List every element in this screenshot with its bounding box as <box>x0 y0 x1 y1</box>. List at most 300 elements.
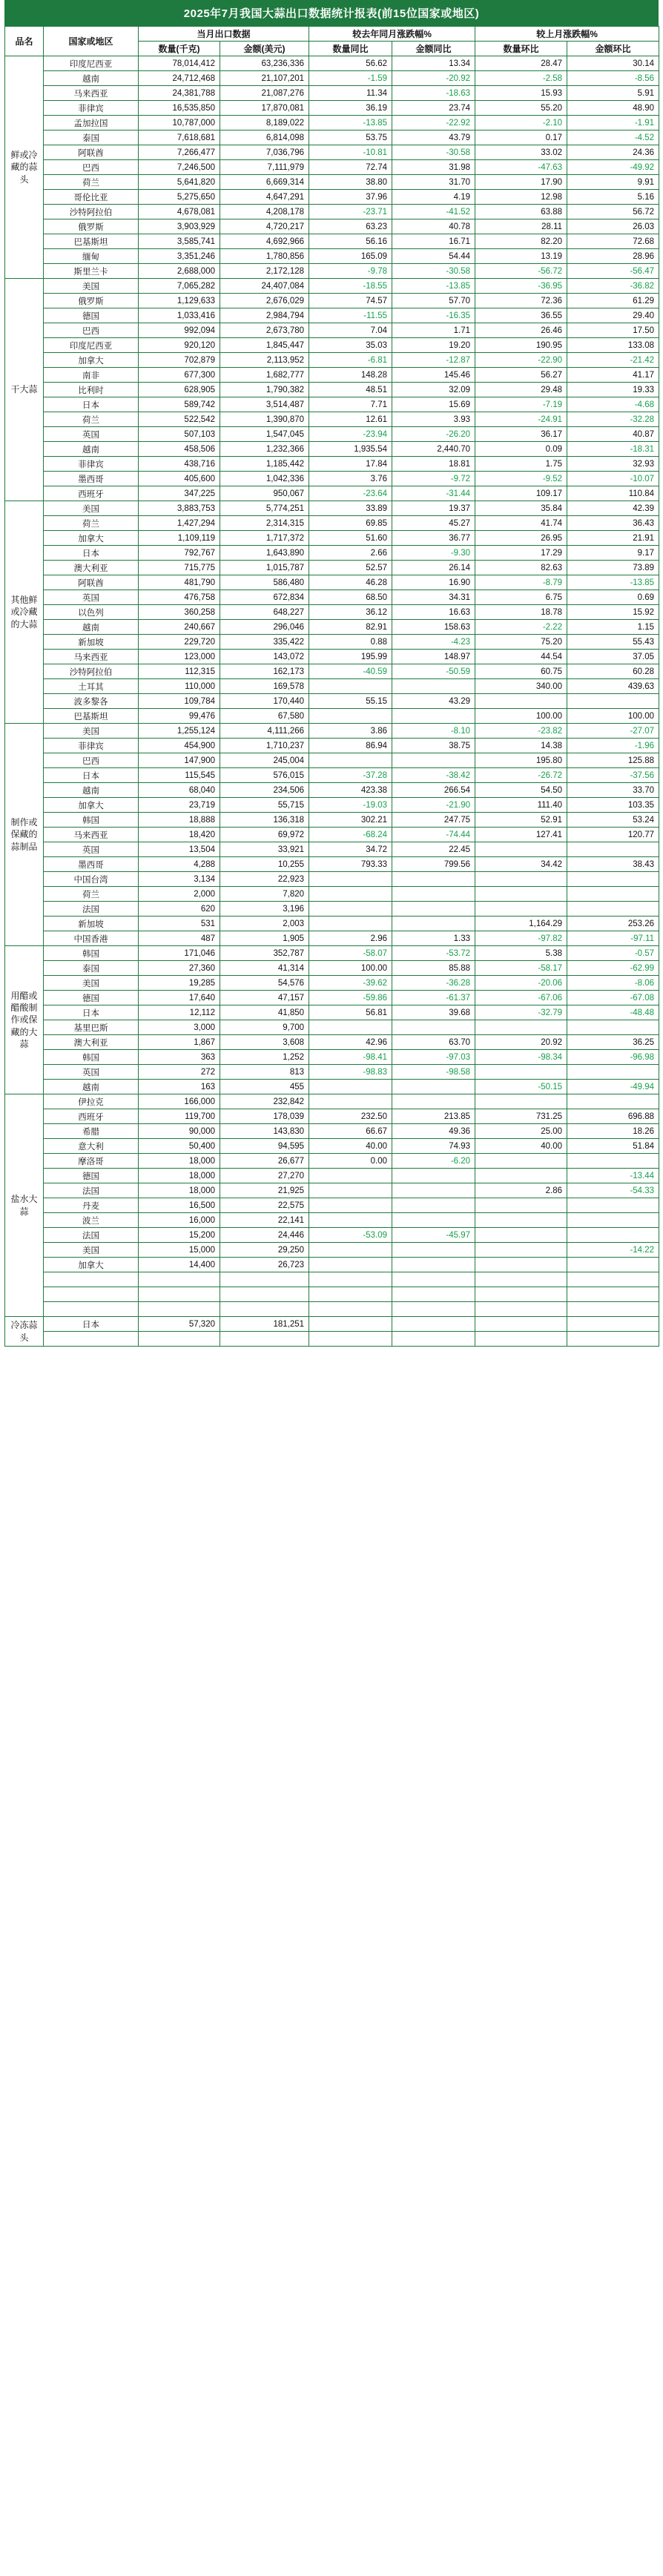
amt-yoy-cell: 26.14 <box>392 561 475 575</box>
qty-yoy-cell: 86.94 <box>309 739 392 753</box>
amount-cell: 5,774,251 <box>220 501 309 516</box>
amt-mom-cell <box>567 902 659 917</box>
amt-mom-cell: 0.69 <box>567 590 659 605</box>
qty-yoy-cell: -23.71 <box>309 205 392 219</box>
table-row <box>5 294 659 308</box>
qty-mom-cell: 0.17 <box>475 131 567 145</box>
qty-mom-cell <box>475 1213 567 1228</box>
country-cell: 中国香港 <box>44 931 139 946</box>
amount-cell: 29,250 <box>220 1243 309 1258</box>
quantity-cell: 166,000 <box>139 1094 220 1109</box>
amount-cell: 1,710,237 <box>220 739 309 753</box>
country-cell: 美国 <box>44 501 139 516</box>
header-group-mom: 较上月涨跌幅% <box>475 27 659 42</box>
qty-mom-cell: 5.38 <box>475 946 567 961</box>
qty-mom-cell: -9.52 <box>475 472 567 486</box>
qty-mom-cell: -20.06 <box>475 976 567 991</box>
quantity-cell: 4,678,081 <box>139 205 220 219</box>
quantity-cell: 481,790 <box>139 575 220 590</box>
amt-yoy-cell <box>392 887 475 902</box>
qty-mom-cell: 75.20 <box>475 635 567 650</box>
amt-mom-cell: 21.91 <box>567 531 659 546</box>
amt-mom-cell: 439.63 <box>567 679 659 694</box>
header-amt-yoy: 金额同比 <box>392 42 475 56</box>
quantity-cell: 16,500 <box>139 1198 220 1213</box>
quantity-cell: 507,103 <box>139 427 220 442</box>
amt-yoy-cell: -74.44 <box>392 828 475 842</box>
amt-yoy-cell: 23.74 <box>392 101 475 116</box>
amount-cell: 576,015 <box>220 768 309 783</box>
amt-mom-cell: 37.05 <box>567 650 659 664</box>
country-cell: 韩国 <box>44 813 139 828</box>
category-cell: 盐水大蒜 <box>5 1094 44 1317</box>
amt-yoy-cell <box>392 1080 475 1094</box>
table-row <box>5 1065 659 1080</box>
table-row-empty <box>5 1302 659 1317</box>
country-cell: 荷兰 <box>44 412 139 427</box>
country-cell: 菲律宾 <box>44 101 139 116</box>
amt-yoy-cell: 2,440.70 <box>392 442 475 457</box>
qty-yoy-cell: 34.72 <box>309 842 392 857</box>
qty-mom-cell: 190.95 <box>475 338 567 353</box>
country-cell: 墨西哥 <box>44 472 139 486</box>
qty-mom-cell: 29.48 <box>475 383 567 397</box>
qty-yoy-cell: 72.74 <box>309 160 392 175</box>
amount-cell: 1,845,447 <box>220 338 309 353</box>
qty-yoy-cell: -37.28 <box>309 768 392 783</box>
amount-cell: 7,111,979 <box>220 160 309 175</box>
amt-yoy-cell: -26.20 <box>392 427 475 442</box>
amount-cell: 17,870,081 <box>220 101 309 116</box>
quantity-cell: 3,903,929 <box>139 219 220 234</box>
amt-yoy-cell: 16.90 <box>392 575 475 590</box>
country-cell: 波多黎各 <box>44 694 139 709</box>
country-cell: 巴基斯坦 <box>44 234 139 249</box>
amt-yoy-cell: 54.44 <box>392 249 475 264</box>
amt-mom-cell: -56.47 <box>567 264 659 279</box>
qty-mom-cell: 25.00 <box>475 1124 567 1139</box>
qty-yoy-cell: -19.03 <box>309 798 392 813</box>
amt-yoy-cell: 43.29 <box>392 694 475 709</box>
quantity-cell: 99,476 <box>139 709 220 724</box>
amount-cell: 335,422 <box>220 635 309 650</box>
qty-mom-cell: 15.93 <box>475 86 567 101</box>
amount-cell: 4,647,291 <box>220 190 309 205</box>
amount-cell: 2,676,029 <box>220 294 309 308</box>
amt-yoy-cell <box>392 1243 475 1258</box>
amt-yoy-cell: -18.63 <box>392 86 475 101</box>
qty-mom-cell: 17.29 <box>475 546 567 561</box>
quantity-cell: 119,700 <box>139 1109 220 1124</box>
country-cell: 荷兰 <box>44 516 139 531</box>
empty-cell <box>475 1272 567 1287</box>
quantity-cell: 171,046 <box>139 946 220 961</box>
empty-cell <box>475 1287 567 1302</box>
table-row <box>5 620 659 635</box>
qty-yoy-cell <box>309 1080 392 1094</box>
table-row <box>5 1169 659 1183</box>
qty-yoy-cell: 793.33 <box>309 857 392 872</box>
amount-cell: 10,255 <box>220 857 309 872</box>
qty-mom-cell: 44.54 <box>475 650 567 664</box>
country-cell: 加拿大 <box>44 798 139 813</box>
amt-mom-cell: -13.85 <box>567 575 659 590</box>
country-cell: 法国 <box>44 902 139 917</box>
amt-yoy-cell: -36.28 <box>392 976 475 991</box>
qty-mom-cell: 127.41 <box>475 828 567 842</box>
amount-cell: 7,036,796 <box>220 145 309 160</box>
amt-yoy-cell: 1.71 <box>392 323 475 338</box>
table-row <box>5 872 659 887</box>
amount-cell: 54,576 <box>220 976 309 991</box>
qty-yoy-cell: 56.62 <box>309 56 392 71</box>
quantity-cell: 4,288 <box>139 857 220 872</box>
amt-yoy-cell: 40.78 <box>392 219 475 234</box>
amt-yoy-cell: 19.37 <box>392 501 475 516</box>
table-row <box>5 1243 659 1258</box>
table-row <box>5 1050 659 1065</box>
header-amount: 金额(美元) <box>220 42 309 56</box>
quantity-cell: 16,535,850 <box>139 101 220 116</box>
table-row <box>5 486 659 501</box>
amt-yoy-cell: -30.58 <box>392 145 475 160</box>
empty-cell <box>309 1332 392 1347</box>
qty-mom-cell: -7.19 <box>475 397 567 412</box>
country-cell: 西班牙 <box>44 486 139 501</box>
qty-yoy-cell <box>309 1094 392 1109</box>
amt-mom-cell: -97.11 <box>567 931 659 946</box>
amt-yoy-cell <box>392 872 475 887</box>
quantity-cell: 7,266,477 <box>139 145 220 160</box>
amt-yoy-cell <box>392 709 475 724</box>
qty-mom-cell: 54.50 <box>475 783 567 798</box>
qty-mom-cell: 35.84 <box>475 501 567 516</box>
country-cell: 印度尼西亚 <box>44 56 139 71</box>
qty-mom-cell: -47.63 <box>475 160 567 175</box>
amt-mom-cell: 53.24 <box>567 813 659 828</box>
table-row <box>5 427 659 442</box>
qty-mom-cell: 1,164.29 <box>475 917 567 931</box>
quantity-cell: 18,000 <box>139 1183 220 1198</box>
quantity-cell: 123,000 <box>139 650 220 664</box>
amt-yoy-cell: 145.46 <box>392 368 475 383</box>
table-row <box>5 457 659 472</box>
empty-cell <box>567 1272 659 1287</box>
amount-cell: 1,252 <box>220 1050 309 1065</box>
amt-mom-cell: 36.43 <box>567 516 659 531</box>
table-header-row-1 <box>5 27 659 42</box>
qty-yoy-cell <box>309 1020 392 1035</box>
qty-yoy-cell: 302.21 <box>309 813 392 828</box>
qty-mom-cell <box>475 872 567 887</box>
qty-yoy-cell: 423.38 <box>309 783 392 798</box>
amount-cell: 245,004 <box>220 753 309 768</box>
empty-cell <box>392 1287 475 1302</box>
amount-cell: 136,318 <box>220 813 309 828</box>
amt-mom-cell <box>567 1154 659 1169</box>
amount-cell: 4,208,178 <box>220 205 309 219</box>
amt-yoy-cell: 18.81 <box>392 457 475 472</box>
quantity-cell: 3,883,753 <box>139 501 220 516</box>
header-amt-mom: 金额环比 <box>567 42 659 56</box>
country-cell: 法国 <box>44 1228 139 1243</box>
qty-yoy-cell: 56.16 <box>309 234 392 249</box>
qty-yoy-cell: 12.61 <box>309 412 392 427</box>
table-row <box>5 1094 659 1109</box>
country-cell: 伊拉克 <box>44 1094 139 1109</box>
amt-mom-cell: -1.91 <box>567 116 659 131</box>
qty-mom-cell <box>475 1228 567 1243</box>
amt-mom-cell: 41.17 <box>567 368 659 383</box>
country-cell: 荷兰 <box>44 175 139 190</box>
qty-mom-cell: 82.63 <box>475 561 567 575</box>
amount-cell: 2,673,780 <box>220 323 309 338</box>
amt-yoy-cell: 4.19 <box>392 190 475 205</box>
qty-mom-cell: 1.75 <box>475 457 567 472</box>
amt-yoy-cell: -98.58 <box>392 1065 475 1080</box>
amt-mom-cell: 253.26 <box>567 917 659 931</box>
country-cell: 美国 <box>44 724 139 739</box>
amount-cell: 4,692,966 <box>220 234 309 249</box>
qty-mom-cell: -22.90 <box>475 353 567 368</box>
qty-yoy-cell: -39.62 <box>309 976 392 991</box>
empty-cell <box>567 1332 659 1347</box>
amt-mom-cell: 100.00 <box>567 709 659 724</box>
header-category: 品名 <box>5 27 44 56</box>
quantity-cell: 920,120 <box>139 338 220 353</box>
country-cell: 意大利 <box>44 1139 139 1154</box>
quantity-cell: 27,360 <box>139 961 220 976</box>
amt-mom-cell <box>567 887 659 902</box>
qty-mom-cell: -67.06 <box>475 991 567 1005</box>
country-cell: 新加坡 <box>44 635 139 650</box>
amt-mom-cell <box>567 872 659 887</box>
qty-mom-cell: -98.34 <box>475 1050 567 1065</box>
qty-yoy-cell: 37.96 <box>309 190 392 205</box>
qty-yoy-cell: 0.88 <box>309 635 392 650</box>
qty-yoy-cell: 36.12 <box>309 605 392 620</box>
amt-mom-cell: 103.35 <box>567 798 659 813</box>
country-cell: 日本 <box>44 546 139 561</box>
table-row <box>5 917 659 931</box>
empty-cell <box>220 1287 309 1302</box>
table-row <box>5 768 659 783</box>
country-cell: 巴基斯坦 <box>44 709 139 724</box>
country-cell: 日本 <box>44 768 139 783</box>
table-row <box>5 650 659 664</box>
qty-yoy-cell: -59.86 <box>309 991 392 1005</box>
amt-mom-cell: 30.14 <box>567 56 659 71</box>
table-row <box>5 56 659 71</box>
empty-cell <box>309 1272 392 1287</box>
table-row <box>5 783 659 798</box>
amount-cell: 162,173 <box>220 664 309 679</box>
amt-yoy-cell: 74.93 <box>392 1139 475 1154</box>
quantity-cell: 15,200 <box>139 1228 220 1243</box>
table-row <box>5 383 659 397</box>
quantity-cell: 715,775 <box>139 561 220 575</box>
quantity-cell: 1,867 <box>139 1035 220 1050</box>
amt-mom-cell: -96.98 <box>567 1050 659 1065</box>
amt-mom-cell: 9.17 <box>567 546 659 561</box>
quantity-cell: 1,129,633 <box>139 294 220 308</box>
country-cell: 德国 <box>44 991 139 1005</box>
amt-yoy-cell: -45.97 <box>392 1228 475 1243</box>
amount-cell: 33,921 <box>220 842 309 857</box>
quantity-cell: 18,420 <box>139 828 220 842</box>
amt-yoy-cell: 16.71 <box>392 234 475 249</box>
table-row <box>5 234 659 249</box>
amount-cell: 47,157 <box>220 991 309 1005</box>
table-row <box>5 605 659 620</box>
country-cell: 日本 <box>44 397 139 412</box>
amt-yoy-cell: -12.87 <box>392 353 475 368</box>
table-row <box>5 279 659 294</box>
table-row <box>5 1124 659 1139</box>
amt-yoy-cell: -8.10 <box>392 724 475 739</box>
quantity-cell: 109,784 <box>139 694 220 709</box>
header-qty-mom: 数量环比 <box>475 42 567 56</box>
amt-yoy-cell: 34.31 <box>392 590 475 605</box>
qty-mom-cell: 33.02 <box>475 145 567 160</box>
empty-cell <box>309 1287 392 1302</box>
country-cell: 越南 <box>44 783 139 798</box>
qty-yoy-cell: 100.00 <box>309 961 392 976</box>
amount-cell: 27,270 <box>220 1169 309 1183</box>
qty-yoy-cell: 74.57 <box>309 294 392 308</box>
country-cell: 泰国 <box>44 961 139 976</box>
empty-cell <box>220 1272 309 1287</box>
table-row <box>5 131 659 145</box>
country-cell: 沙特阿拉伯 <box>44 664 139 679</box>
qty-mom-cell: -36.95 <box>475 279 567 294</box>
quantity-cell: 405,600 <box>139 472 220 486</box>
country-cell: 越南 <box>44 442 139 457</box>
amt-mom-cell: 18.26 <box>567 1124 659 1139</box>
empty-cell <box>220 1332 309 1347</box>
quantity-cell: 458,506 <box>139 442 220 457</box>
amt-yoy-cell <box>392 1169 475 1183</box>
table-row <box>5 753 659 768</box>
qty-yoy-cell: 38.80 <box>309 175 392 190</box>
amt-mom-cell: -0.57 <box>567 946 659 961</box>
qty-mom-cell: 55.20 <box>475 101 567 116</box>
country-cell: 马来西亚 <box>44 828 139 842</box>
qty-yoy-cell: -23.64 <box>309 486 392 501</box>
amount-cell: 1,390,870 <box>220 412 309 427</box>
qty-yoy-cell: 7.04 <box>309 323 392 338</box>
table-row <box>5 1183 659 1198</box>
table-row <box>5 1139 659 1154</box>
country-cell: 韩国 <box>44 946 139 961</box>
amt-yoy-cell <box>392 1020 475 1035</box>
quantity-cell: 19,285 <box>139 976 220 991</box>
qty-mom-cell <box>475 902 567 917</box>
qty-yoy-cell: 56.81 <box>309 1005 392 1020</box>
empty-cell <box>392 1302 475 1317</box>
amt-mom-cell: 17.50 <box>567 323 659 338</box>
amt-yoy-cell: 43.79 <box>392 131 475 145</box>
quantity-cell: 163 <box>139 1080 220 1094</box>
amount-cell: 9,700 <box>220 1020 309 1035</box>
amt-mom-cell: 38.43 <box>567 857 659 872</box>
table-row <box>5 931 659 946</box>
qty-mom-cell: 41.74 <box>475 516 567 531</box>
quantity-cell: 487 <box>139 931 220 946</box>
qty-yoy-cell <box>309 1213 392 1228</box>
amt-mom-cell: 73.89 <box>567 561 659 575</box>
qty-yoy-cell: 195.99 <box>309 650 392 664</box>
quantity-cell: 628,905 <box>139 383 220 397</box>
qty-yoy-cell: 2.66 <box>309 546 392 561</box>
qty-yoy-cell: -18.55 <box>309 279 392 294</box>
amount-cell: 3,608 <box>220 1035 309 1050</box>
amount-cell: 178,039 <box>220 1109 309 1124</box>
qty-yoy-cell: 48.51 <box>309 383 392 397</box>
country-cell: 越南 <box>44 71 139 86</box>
amt-yoy-cell: 16.63 <box>392 605 475 620</box>
qty-mom-cell <box>475 1020 567 1035</box>
quantity-cell: 24,712,468 <box>139 71 220 86</box>
qty-yoy-cell: 1,935.54 <box>309 442 392 457</box>
qty-yoy-cell: -98.83 <box>309 1065 392 1080</box>
qty-yoy-cell: 52.57 <box>309 561 392 575</box>
quantity-cell: 3,351,246 <box>139 249 220 264</box>
qty-mom-cell: 731.25 <box>475 1109 567 1124</box>
qty-mom-cell: 14.38 <box>475 739 567 753</box>
amt-mom-cell: 28.96 <box>567 249 659 264</box>
country-cell: 加拿大 <box>44 531 139 546</box>
country-cell: 泰国 <box>44 131 139 145</box>
amount-cell: 1,185,442 <box>220 457 309 472</box>
amt-mom-cell: 696.88 <box>567 1109 659 1124</box>
qty-mom-cell: -26.72 <box>475 768 567 783</box>
qty-yoy-cell: 3.76 <box>309 472 392 486</box>
country-cell: 南非 <box>44 368 139 383</box>
table-row <box>5 219 659 234</box>
qty-mom-cell: -8.79 <box>475 575 567 590</box>
quantity-cell: 347,225 <box>139 486 220 501</box>
country-cell: 日本 <box>44 1317 139 1332</box>
table-row <box>5 86 659 101</box>
amt-mom-cell: 42.39 <box>567 501 659 516</box>
amount-cell: 2,172,128 <box>220 264 309 279</box>
amount-cell: 7,820 <box>220 887 309 902</box>
qty-yoy-cell: -68.24 <box>309 828 392 842</box>
qty-yoy-cell <box>309 1169 392 1183</box>
amount-cell: 1,790,382 <box>220 383 309 397</box>
amt-yoy-cell <box>392 679 475 694</box>
table-row <box>5 531 659 546</box>
amt-yoy-cell: 36.77 <box>392 531 475 546</box>
country-cell: 英国 <box>44 590 139 605</box>
amt-mom-cell: -1.96 <box>567 739 659 753</box>
table-row <box>5 264 659 279</box>
country-cell: 斯里兰卡 <box>44 264 139 279</box>
qty-mom-cell: 18.78 <box>475 605 567 620</box>
quantity-cell: 454,900 <box>139 739 220 753</box>
qty-mom-cell: 60.75 <box>475 664 567 679</box>
amount-cell: 648,227 <box>220 605 309 620</box>
amt-mom-cell <box>567 1094 659 1109</box>
amount-cell: 1,547,045 <box>220 427 309 442</box>
qty-mom-cell: 17.90 <box>475 175 567 190</box>
quantity-cell: 476,758 <box>139 590 220 605</box>
quantity-cell: 7,618,681 <box>139 131 220 145</box>
country-cell: 巴西 <box>44 753 139 768</box>
amt-mom-cell <box>567 1065 659 1080</box>
country-cell: 英国 <box>44 1065 139 1080</box>
